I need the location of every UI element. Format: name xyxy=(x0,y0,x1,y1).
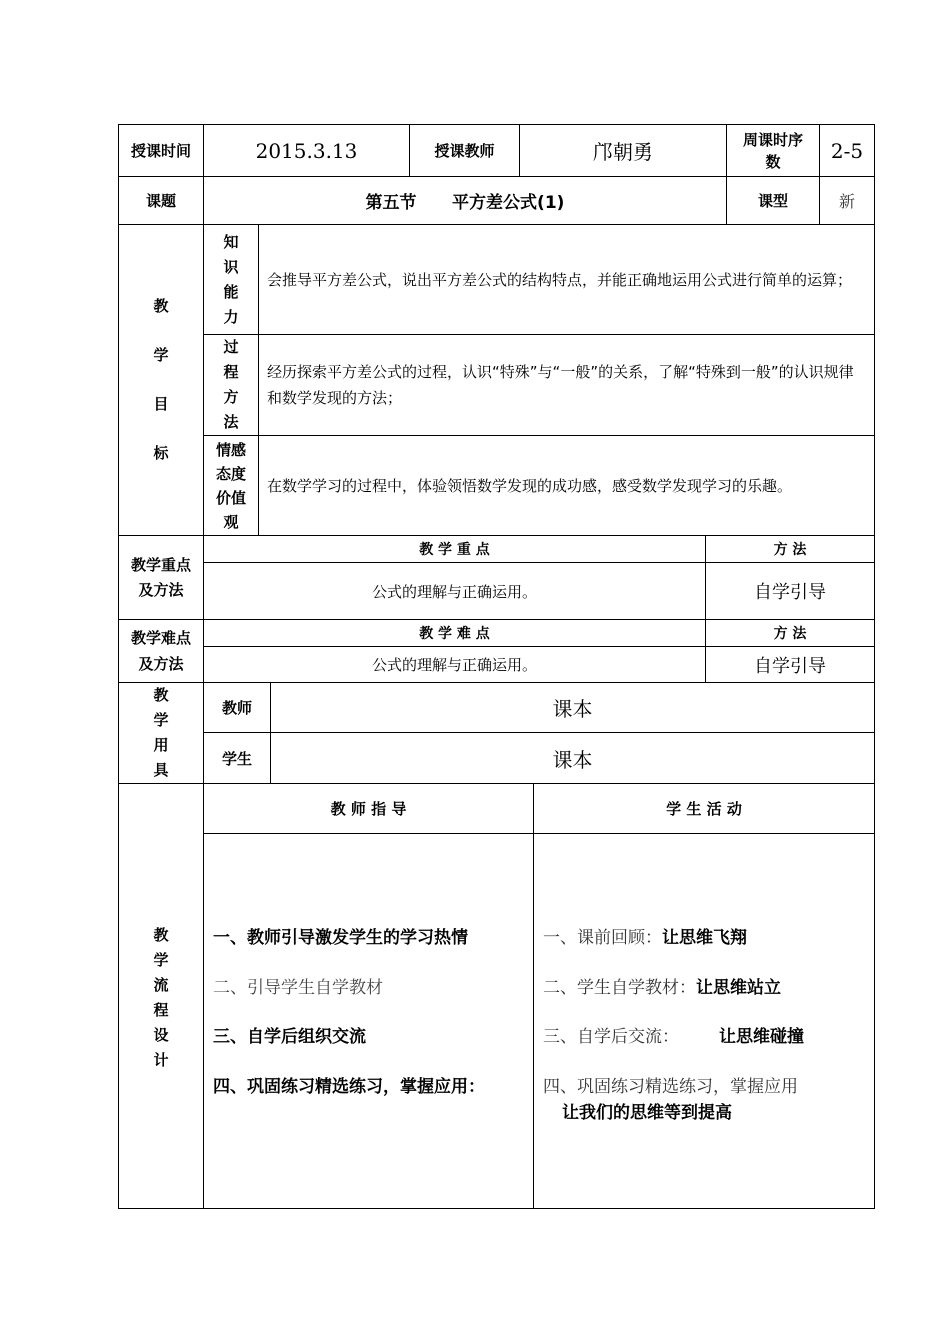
teacher-item-4: 四、巩固练习精选练习，掌握应用： xyxy=(213,1077,485,1097)
label-char: 具 xyxy=(153,761,169,779)
label-line: 态度 xyxy=(215,464,246,483)
goal-process-text: 经历探索平方差公式的过程，认识“特殊”与“一般”的关系，了解“特殊到一般”的认识规律和数学发现的方法； xyxy=(267,363,854,407)
goal-emotion-label xyxy=(204,436,258,535)
label-line: 识 xyxy=(223,257,239,276)
teacher-item-2: 二、引导学生自学教材 xyxy=(213,978,383,998)
difficulties-content: 公式的理解与正确运用。 xyxy=(371,656,537,674)
difficulties-method-header: 方 法 xyxy=(773,626,807,642)
label-char: 学 xyxy=(153,951,169,969)
flow-label xyxy=(119,784,203,1208)
topic-label: 课题 xyxy=(145,192,176,210)
student-item-emphasis: 让思维站立 xyxy=(696,978,781,998)
label-char: 教 xyxy=(153,686,169,704)
period-label-line2: 数 xyxy=(765,152,781,171)
goals-label-char: 学 xyxy=(153,346,169,364)
label-line: 知 xyxy=(223,232,239,251)
time-label: 授课时间 xyxy=(130,142,191,160)
difficulties-method: 自学引导 xyxy=(754,655,826,677)
teacher-item-3: 三、自学后组织交流 xyxy=(213,1027,366,1047)
label-char: 设 xyxy=(153,1026,169,1044)
teacher-value: 邝朝勇 xyxy=(593,140,653,164)
student-item-emphasis: 让思维碰撞 xyxy=(719,1027,804,1047)
teacher-label: 授课教师 xyxy=(434,142,495,160)
label-line: 过 xyxy=(223,338,239,356)
student-item-1 xyxy=(543,923,747,948)
difficulties-label xyxy=(119,620,203,682)
label-char: 用 xyxy=(153,736,169,754)
tools-student-value: 课本 xyxy=(552,747,593,772)
student-item-prefix: 三、自学后交流： xyxy=(543,1027,679,1047)
label-line: 及方法 xyxy=(138,655,184,673)
type-value: 新 xyxy=(838,192,855,211)
label-line: 方 xyxy=(223,388,239,406)
label-char: 程 xyxy=(153,1001,169,1019)
label-char: 计 xyxy=(153,1051,169,1069)
key-points-header: 教 学 重 点 xyxy=(419,542,490,558)
tools-student-label: 学生 xyxy=(221,749,252,768)
period-value: 2-5 xyxy=(830,138,864,163)
label-line: 价值 xyxy=(215,488,246,507)
label-char: 流 xyxy=(153,976,169,994)
tools-label xyxy=(119,683,203,783)
period-label-line1: 周课时序 xyxy=(742,130,803,149)
difficulties-header: 教 学 难 点 xyxy=(419,626,490,642)
label-line: 力 xyxy=(223,307,239,326)
label-line: 教学难点 xyxy=(130,629,191,647)
student-item-4-emphasis: 让我们的思维等到提高 xyxy=(562,1103,732,1123)
goal-knowledge-label xyxy=(204,225,258,334)
goals-label xyxy=(119,225,203,535)
student-item-2 xyxy=(543,973,781,998)
flow-teacher-header: 教 师 指 导 xyxy=(330,800,407,818)
label-line: 观 xyxy=(223,512,239,531)
type-label: 课型 xyxy=(757,192,788,210)
student-item-emphasis: 让思维飞翔 xyxy=(662,928,747,948)
topic-title: 第五节 平方差公式(1) xyxy=(365,193,565,213)
label-line: 及方法 xyxy=(138,580,184,599)
key-points-label xyxy=(119,536,203,619)
goals-label-char: 教 xyxy=(153,297,169,315)
student-item-3 xyxy=(543,1022,804,1047)
goal-process-label xyxy=(204,335,258,435)
goal-knowledge-text: 会推导平方差公式，说出平方差公式的结构特点，并能正确地运用公式进行简单的运算； xyxy=(267,270,853,289)
label-char: 教 xyxy=(153,926,169,944)
key-points-method-header: 方 法 xyxy=(773,542,807,558)
teacher-item-1: 一、教师引导激发学生的学习热情 xyxy=(213,928,468,948)
time-value: 2015.3.13 xyxy=(255,138,358,163)
goals-label-char: 目 xyxy=(153,395,169,413)
key-points-method: 自学引导 xyxy=(754,582,826,603)
label-line: 教学重点 xyxy=(130,555,191,574)
tools-teacher-value: 课本 xyxy=(552,697,593,721)
student-item-prefix: 二、学生自学教材： xyxy=(543,978,696,998)
student-item-4: 四、巩固练习精选练习，掌握应用 xyxy=(543,1077,798,1097)
key-points-content: 公式的理解与正确运用。 xyxy=(371,582,537,601)
label-line: 法 xyxy=(223,413,239,431)
tools-teacher-label: 教师 xyxy=(221,699,252,717)
label-char: 学 xyxy=(153,711,169,729)
goal-emotion-text: 在数学学习的过程中，体验领悟数学发现的成功感，感受数学发现学习的乐趣。 xyxy=(267,476,793,495)
label-line: 情感 xyxy=(215,440,246,459)
flow-student-header: 学 生 活 动 xyxy=(666,800,742,818)
label-line: 能 xyxy=(223,282,239,301)
period-label xyxy=(727,125,819,176)
goals-label-char: 标 xyxy=(153,444,169,462)
label-line: 程 xyxy=(223,363,239,381)
student-item-prefix: 一、课前回顾： xyxy=(543,928,662,948)
